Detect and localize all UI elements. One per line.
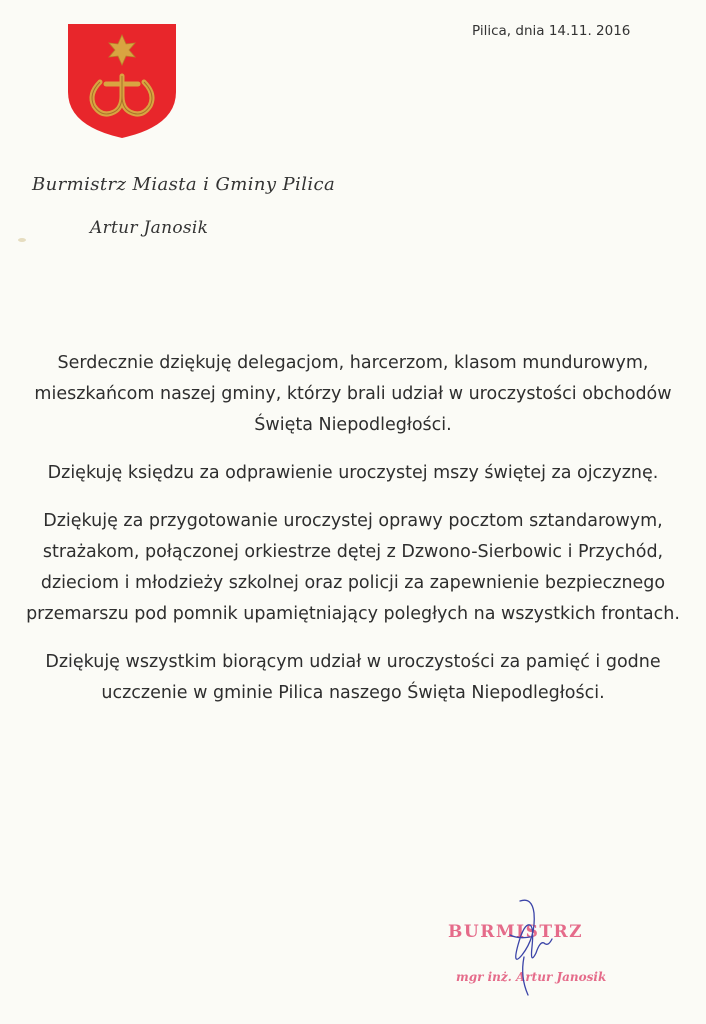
issuer-title: Burmistrz Miasta i Gminy Pilica: [32, 174, 336, 195]
coat-of-arms-icon: [66, 22, 178, 140]
issuer-name: Artur Janosik: [90, 218, 209, 238]
letter-paragraph: Dziękuję księdzu za odprawienie uroczystej mszy świętej za ojczyznę.: [47, 463, 659, 483]
letter-paragraph: Dziękuję wszystkim biorącym udział w uroczystości za pamięć i godne uczczenie w gminie Pilica naszego Święta Niepodległości.: [45, 652, 661, 703]
letter-paragraph: Dziękuję za przygotowanie uroczystej oprawy pocztom sztandarowym, strażakom, połączonej orkiestrze dętej z Dzwono-Sierbowic i Przychód, dzieciom i młodzieży szkolnej oraz policji za zapewnienie bezpiecznego przemarszu pod pomnik upamiętniający poległych na wszystkich frontach.: [26, 511, 680, 624]
paper-smudge: [18, 238, 26, 242]
letter-body: [18, 348, 688, 726]
signature-icon: [474, 895, 564, 1000]
stamp-name: mgr inż. Artur Janosik: [456, 970, 607, 984]
letter-paragraph: Serdecznie dziękuję delegacjom, harcerzom, klasom mundurowym, mieszkańcom naszej gminy, którzy brali udział w uroczystości obchodów Święta Niepodległości.: [34, 353, 672, 435]
stamp-title: BURMISTRZ: [448, 922, 584, 942]
date-line: Pilica, dnia 14.11. 2016: [472, 23, 631, 39]
signature-stamp: [440, 895, 640, 1005]
